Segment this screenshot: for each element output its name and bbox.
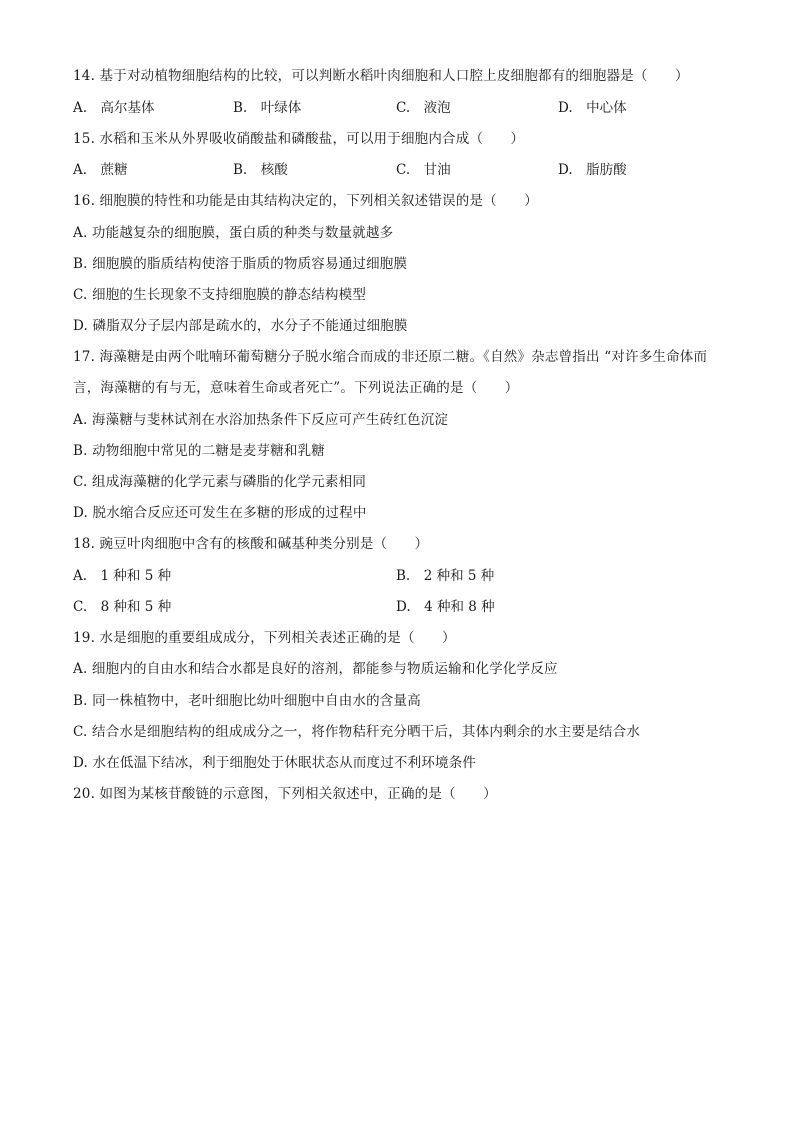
q16-option-d: D. 磷脂双分子层内部是疏水的，水分子不能通过细胞膜: [73, 318, 408, 334]
q17-option-a: A. 海藻糖与斐林试剂在水浴加热条件下反应可产生砖红色沉淀: [73, 412, 449, 428]
q15-option-d: D. 脂肪酸: [558, 162, 627, 178]
q14-option-c: C. 液泡: [396, 100, 451, 116]
q17-option-c: C. 组成海藻糖的化学元素与磷脂的化学元素相同: [73, 474, 367, 490]
q16-option-b: B. 细胞膜的脂质结构使溶于脂质的物质容易通过细胞膜: [73, 256, 408, 272]
q18-option-b: B. 2 种和 5 种: [396, 568, 495, 584]
q18-stem: 18. 豌豆叶肉细胞中含有的核酸和碱基种类分别是（ ）: [73, 536, 429, 552]
q17-stem-line2: 言，海藻糖的有与无，意味着生命或者死亡”。下列说法正确的是（ ）: [73, 380, 519, 396]
q14-stem: 14. 基于对动植物细胞结构的比较，可以判断水稻叶肉细胞和人口腔上皮细胞都有的细胞器是（ ）: [73, 68, 689, 84]
q19-option-b: B. 同一株植物中，老叶细胞比幼叶细胞中自由水的含量高: [73, 693, 421, 709]
q19-option-d: D. 水在低温下结冰，利于细胞处于休眠状态从而度过不利环境条件: [73, 755, 477, 771]
q18-option-d: D. 4 种和 8 种: [396, 599, 495, 615]
q15-stem: 15. 水稻和玉米从外界吸收硝酸盐和磷酸盐，可以用于细胞内合成（ ）: [73, 131, 525, 147]
q14-option-a: A. 高尔基体: [73, 100, 155, 116]
q18-option-c: C. 8 种和 5 种: [73, 599, 172, 615]
q19-stem: 19. 水是细胞的重要组成成分，下列相关表述正确的是（ ）: [73, 630, 456, 646]
q15-option-c: C. 甘油: [396, 162, 451, 178]
q14-option-d: D. 中心体: [558, 100, 627, 116]
q17-option-d: D. 脱水缩合反应还可发生在多糖的形成的过程中: [73, 505, 367, 521]
q19-option-c: C. 结合水是细胞结构的组成成分之一，将作物秸秆充分晒干后，其体内剩余的水主要是结合水: [73, 724, 641, 740]
q20-stem: 20. 如图为某核苷酸链的示意图，下列相关叙述中，正确的是（ ）: [73, 786, 497, 802]
q14-option-b: B. 叶绿体: [233, 100, 302, 116]
q15-option-a: A. 蔗糖: [73, 162, 128, 178]
q16-option-c: C. 细胞的生长现象不支持细胞膜的静态结构模型: [73, 287, 367, 303]
q17-stem-line1: 17. 海藻糖是由两个吡喃环葡萄糖分子脱水缩合而成的非还原二糖。《自然》杂志曾指出 “对许多生命体而: [73, 349, 708, 365]
q19-option-a: A. 细胞内的自由水和结合水都是良好的溶剂，都能参与物质运输和化学化学反应: [73, 661, 558, 677]
q16-stem: 16. 细胞膜的特性和功能是由其结构决定的，下列相关叙述错误的是（ ）: [73, 193, 538, 209]
q16-option-a: A. 功能越复杂的细胞膜，蛋白质的种类与数量就越多: [73, 225, 394, 241]
q15-option-b: B. 核酸: [233, 162, 288, 178]
q18-option-a: A. 1 种和 5 种: [73, 568, 172, 584]
q17-option-b: B. 动物细胞中常见的二糖是麦芽糖和乳糖: [73, 443, 326, 459]
